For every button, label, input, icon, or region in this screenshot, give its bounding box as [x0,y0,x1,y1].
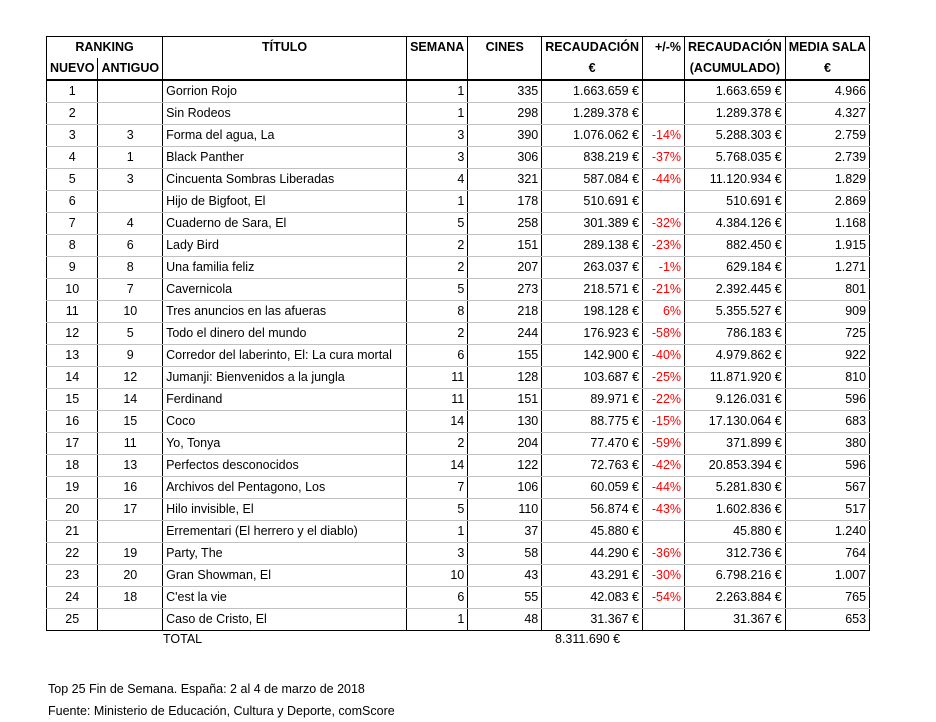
cell-pct: -14% [643,125,685,147]
cell-titulo: Forma del agua, La [163,125,407,147]
cell-pct: -43% [643,499,685,521]
cell-recaudacion: 510.691 € [542,191,643,213]
cell-semana: 3 [407,125,468,147]
cell-pct [643,80,685,103]
cell-recaudacion: 1.289.378 € [542,103,643,125]
cell-media: 4.966 [785,80,869,103]
header-pct: +/-% [643,37,685,59]
cell-cines: 390 [468,125,542,147]
cell-nuevo: 11 [47,301,98,323]
cell-antiguo: 8 [98,257,163,279]
cell-nuevo: 6 [47,191,98,213]
cell-media: 2.739 [785,147,869,169]
cell-semana: 11 [407,389,468,411]
cell-nuevo: 13 [47,345,98,367]
cell-cines: 130 [468,411,542,433]
cell-media: 596 [785,455,869,477]
cell-cines: 128 [468,367,542,389]
table-row [47,565,870,587]
cell-acumulado: 4.384.126 € [685,213,786,235]
cell-titulo: Caso de Cristo, El [163,609,407,631]
cell-titulo: Lady Bird [163,235,407,257]
cell-antiguo: 7 [98,279,163,301]
cell-titulo: Hilo invisible, El [163,499,407,521]
cell-acumulado: 312.736 € [685,543,786,565]
footnote-period: Top 25 Fin de Semana. España: 2 al 4 de marzo de 2018 [48,682,365,696]
header-cines: CINES [468,37,542,59]
cell-acumulado: 11.871.920 € [685,367,786,389]
cell-pct [643,191,685,213]
cell-media: 567 [785,477,869,499]
cell-cines: 298 [468,103,542,125]
header-acumulado-sub: (ACUMULADO) [685,58,786,80]
cell-cines: 306 [468,147,542,169]
cell-nuevo: 19 [47,477,98,499]
cell-antiguo: 11 [98,433,163,455]
cell-recaudacion: 198.128 € [542,301,643,323]
table-row [47,169,870,191]
cell-semana: 5 [407,279,468,301]
table-row [47,147,870,169]
cell-nuevo: 15 [47,389,98,411]
cell-antiguo [98,80,163,103]
cell-pct: -21% [643,279,685,301]
cell-semana: 8 [407,301,468,323]
cell-media: 517 [785,499,869,521]
cell-semana: 1 [407,80,468,103]
cell-nuevo: 2 [47,103,98,125]
cell-antiguo: 18 [98,587,163,609]
cell-titulo: Perfectos desconocidos [163,455,407,477]
cell-titulo: Cavernicola [163,279,407,301]
cell-nuevo: 24 [47,587,98,609]
cell-cines: 178 [468,191,542,213]
cell-semana: 11 [407,367,468,389]
cell-pct: -36% [643,543,685,565]
cell-acumulado: 5.355.527 € [685,301,786,323]
table-row [47,477,870,499]
cell-pct: -1% [643,257,685,279]
cell-media: 4.327 [785,103,869,125]
header-cines-blank [468,58,542,80]
cell-acumulado: 629.184 € [685,257,786,279]
table-row [47,367,870,389]
cell-antiguo: 19 [98,543,163,565]
cell-media: 765 [785,587,869,609]
table-row [47,301,870,323]
cell-cines: 110 [468,499,542,521]
table-row [47,543,870,565]
cell-nuevo: 18 [47,455,98,477]
total-label: TOTAL [163,632,203,646]
cell-recaudacion: 44.290 € [542,543,643,565]
cell-media: 1.168 [785,213,869,235]
cell-recaudacion: 60.059 € [542,477,643,499]
cell-antiguo: 12 [98,367,163,389]
cell-semana: 7 [407,477,468,499]
table-row [47,80,870,103]
cell-media: 2.759 [785,125,869,147]
cell-acumulado: 510.691 € [685,191,786,213]
cell-nuevo: 12 [47,323,98,345]
cell-nuevo: 3 [47,125,98,147]
cell-nuevo: 10 [47,279,98,301]
table-row [47,521,870,543]
cell-nuevo: 7 [47,213,98,235]
cell-antiguo: 6 [98,235,163,257]
cell-cines: 151 [468,235,542,257]
table-row [47,323,870,345]
cell-recaudacion: 56.874 € [542,499,643,521]
cell-recaudacion: 289.138 € [542,235,643,257]
table-row [47,345,870,367]
table-row [47,257,870,279]
header-recaudacion-unit: € [542,58,643,80]
cell-media: 596 [785,389,869,411]
cell-semana: 3 [407,147,468,169]
cell-cines: 37 [468,521,542,543]
cell-acumulado: 31.367 € [685,609,786,631]
header-nuevo: NUEVO [47,58,98,80]
cell-titulo: Cuaderno de Sara, El [163,213,407,235]
cell-semana: 5 [407,499,468,521]
cell-antiguo: 10 [98,301,163,323]
cell-cines: 218 [468,301,542,323]
cell-pct: 6% [643,301,685,323]
table-row [47,213,870,235]
table-row [47,455,870,477]
cell-semana: 1 [407,191,468,213]
cell-antiguo: 20 [98,565,163,587]
cell-media: 810 [785,367,869,389]
cell-cines: 273 [468,279,542,301]
cell-titulo: Errementari (El herrero y el diablo) [163,521,407,543]
cell-acumulado: 5.281.830 € [685,477,786,499]
cell-titulo: Party, The [163,543,407,565]
cell-recaudacion: 42.083 € [542,587,643,609]
cell-cines: 55 [468,587,542,609]
cell-acumulado: 17.130.064 € [685,411,786,433]
cell-pct: -25% [643,367,685,389]
cell-antiguo: 9 [98,345,163,367]
cell-acumulado: 20.853.394 € [685,455,786,477]
header-semana-blank [407,58,468,80]
cell-recaudacion: 31.367 € [542,609,643,631]
cell-recaudacion: 1.076.062 € [542,125,643,147]
cell-media: 1.271 [785,257,869,279]
cell-pct: -32% [643,213,685,235]
cell-nuevo: 21 [47,521,98,543]
cell-media: 380 [785,433,869,455]
cell-recaudacion: 263.037 € [542,257,643,279]
cell-media: 1.240 [785,521,869,543]
cell-acumulado: 9.126.031 € [685,389,786,411]
cell-titulo: Todo el dinero del mundo [163,323,407,345]
cell-acumulado: 45.880 € [685,521,786,543]
cell-cines: 244 [468,323,542,345]
cell-titulo: Archivos del Pentagono, Los [163,477,407,499]
cell-pct: -22% [643,389,685,411]
cell-titulo: Coco [163,411,407,433]
cell-media: 922 [785,345,869,367]
table-row [47,587,870,609]
cell-semana: 6 [407,587,468,609]
cell-recaudacion: 838.219 € [542,147,643,169]
cell-acumulado: 371.899 € [685,433,786,455]
cell-pct: -54% [643,587,685,609]
cell-antiguo [98,191,163,213]
cell-recaudacion: 218.571 € [542,279,643,301]
cell-antiguo: 5 [98,323,163,345]
cell-nuevo: 5 [47,169,98,191]
cell-recaudacion: 301.389 € [542,213,643,235]
cell-cines: 321 [468,169,542,191]
cell-titulo: Yo, Tonya [163,433,407,455]
cell-recaudacion: 88.775 € [542,411,643,433]
cell-media: 683 [785,411,869,433]
cell-antiguo: 1 [98,147,163,169]
cell-antiguo: 4 [98,213,163,235]
cell-titulo: Jumanji: Bienvenidos a la jungla [163,367,407,389]
cell-antiguo: 16 [98,477,163,499]
cell-antiguo: 15 [98,411,163,433]
cell-cines: 106 [468,477,542,499]
cell-semana: 1 [407,609,468,631]
cell-nuevo: 14 [47,367,98,389]
cell-acumulado: 5.288.303 € [685,125,786,147]
cell-titulo: Una familia feliz [163,257,407,279]
cell-acumulado: 1.663.659 € [685,80,786,103]
cell-pct: -40% [643,345,685,367]
cell-cines: 335 [468,80,542,103]
table-body [47,80,870,631]
box-office-table [46,36,870,631]
cell-media: 801 [785,279,869,301]
cell-recaudacion: 142.900 € [542,345,643,367]
header-pct-blank [643,58,685,80]
cell-recaudacion: 45.880 € [542,521,643,543]
cell-recaudacion: 103.687 € [542,367,643,389]
cell-antiguo [98,103,163,125]
cell-nuevo: 20 [47,499,98,521]
cell-acumulado: 1.289.378 € [685,103,786,125]
cell-nuevo: 1 [47,80,98,103]
footnotes [48,678,395,722]
cell-semana: 1 [407,521,468,543]
table-row [47,499,870,521]
cell-acumulado: 4.979.862 € [685,345,786,367]
cell-semana: 1 [407,103,468,125]
total-value: 8.311.690 € [555,632,621,646]
footnote-source: Fuente: Ministerio de Educación, Cultura y Deporte, comScore [48,704,395,718]
cell-nuevo: 4 [47,147,98,169]
cell-semana: 2 [407,257,468,279]
cell-cines: 48 [468,609,542,631]
cell-antiguo: 17 [98,499,163,521]
cell-semana: 5 [407,213,468,235]
table-row [47,103,870,125]
table-row [47,389,870,411]
cell-titulo: Sin Rodeos [163,103,407,125]
cell-pct: -37% [643,147,685,169]
table-row [47,235,870,257]
cell-pct: -44% [643,477,685,499]
cell-titulo: Cincuenta Sombras Liberadas [163,169,407,191]
cell-acumulado: 6.798.216 € [685,565,786,587]
cell-antiguo [98,521,163,543]
header-ranking: RANKING [47,37,163,59]
cell-semana: 2 [407,323,468,345]
cell-pct [643,521,685,543]
cell-semana: 14 [407,411,468,433]
table-row [47,411,870,433]
cell-nuevo: 8 [47,235,98,257]
header-titulo-blank [163,58,407,80]
cell-titulo: Tres anuncios en las afueras [163,301,407,323]
table-row [47,125,870,147]
cell-acumulado: 1.602.836 € [685,499,786,521]
cell-media: 2.869 [785,191,869,213]
cell-media: 653 [785,609,869,631]
cell-cines: 43 [468,565,542,587]
cell-acumulado: 11.120.934 € [685,169,786,191]
cell-nuevo: 22 [47,543,98,565]
cell-recaudacion: 176.923 € [542,323,643,345]
cell-titulo: C'est la vie [163,587,407,609]
cell-titulo: Gorrion Rojo [163,80,407,103]
cell-titulo: Ferdinand [163,389,407,411]
cell-media: 1.829 [785,169,869,191]
cell-nuevo: 17 [47,433,98,455]
cell-pct: -59% [643,433,685,455]
cell-antiguo: 3 [98,169,163,191]
cell-pct: -44% [643,169,685,191]
cell-acumulado: 786.183 € [685,323,786,345]
cell-cines: 151 [468,389,542,411]
cell-pct [643,103,685,125]
cell-acumulado: 2.392.445 € [685,279,786,301]
cell-nuevo: 23 [47,565,98,587]
cell-titulo: Corredor del laberinto, El: La cura mortal [163,345,407,367]
cell-pct: -23% [643,235,685,257]
cell-cines: 207 [468,257,542,279]
cell-recaudacion: 43.291 € [542,565,643,587]
cell-acumulado: 882.450 € [685,235,786,257]
cell-media: 725 [785,323,869,345]
cell-antiguo: 13 [98,455,163,477]
table-row [47,609,870,631]
cell-acumulado: 2.263.884 € [685,587,786,609]
table-header [47,37,870,81]
cell-pct: -15% [643,411,685,433]
cell-semana: 14 [407,455,468,477]
cell-pct: -58% [643,323,685,345]
cell-recaudacion: 89.971 € [542,389,643,411]
cell-nuevo: 16 [47,411,98,433]
header-acumulado: RECAUDACIÓN [685,37,786,59]
cell-cines: 155 [468,345,542,367]
header-semana: SEMANA [407,37,468,59]
table-row [47,433,870,455]
table-row [47,191,870,213]
cell-acumulado: 5.768.035 € [685,147,786,169]
table-row [47,279,870,301]
cell-semana: 2 [407,433,468,455]
cell-recaudacion: 587.084 € [542,169,643,191]
cell-pct: -30% [643,565,685,587]
header-media-unit: € [785,58,869,80]
cell-titulo: Hijo de Bigfoot, El [163,191,407,213]
header-titulo: TÍTULO [163,37,407,59]
header-media: MEDIA SALA [785,37,869,59]
cell-recaudacion: 72.763 € [542,455,643,477]
header-recaudacion: RECAUDACIÓN [542,37,643,59]
cell-cines: 258 [468,213,542,235]
cell-media: 1.007 [785,565,869,587]
cell-nuevo: 9 [47,257,98,279]
cell-antiguo: 14 [98,389,163,411]
cell-semana: 3 [407,543,468,565]
cell-recaudacion: 77.470 € [542,433,643,455]
cell-recaudacion: 1.663.659 € [542,80,643,103]
cell-titulo: Gran Showman, El [163,565,407,587]
cell-antiguo [98,609,163,631]
cell-semana: 4 [407,169,468,191]
header-antiguo: ANTIGUO [98,58,163,80]
cell-pct: -42% [643,455,685,477]
cell-pct [643,609,685,631]
cell-media: 909 [785,301,869,323]
cell-cines: 122 [468,455,542,477]
cell-media: 1.915 [785,235,869,257]
cell-semana: 2 [407,235,468,257]
cell-titulo: Black Panther [163,147,407,169]
cell-cines: 204 [468,433,542,455]
cell-cines: 58 [468,543,542,565]
cell-antiguo: 3 [98,125,163,147]
cell-semana: 10 [407,565,468,587]
cell-nuevo: 25 [47,609,98,631]
cell-semana: 6 [407,345,468,367]
cell-media: 764 [785,543,869,565]
